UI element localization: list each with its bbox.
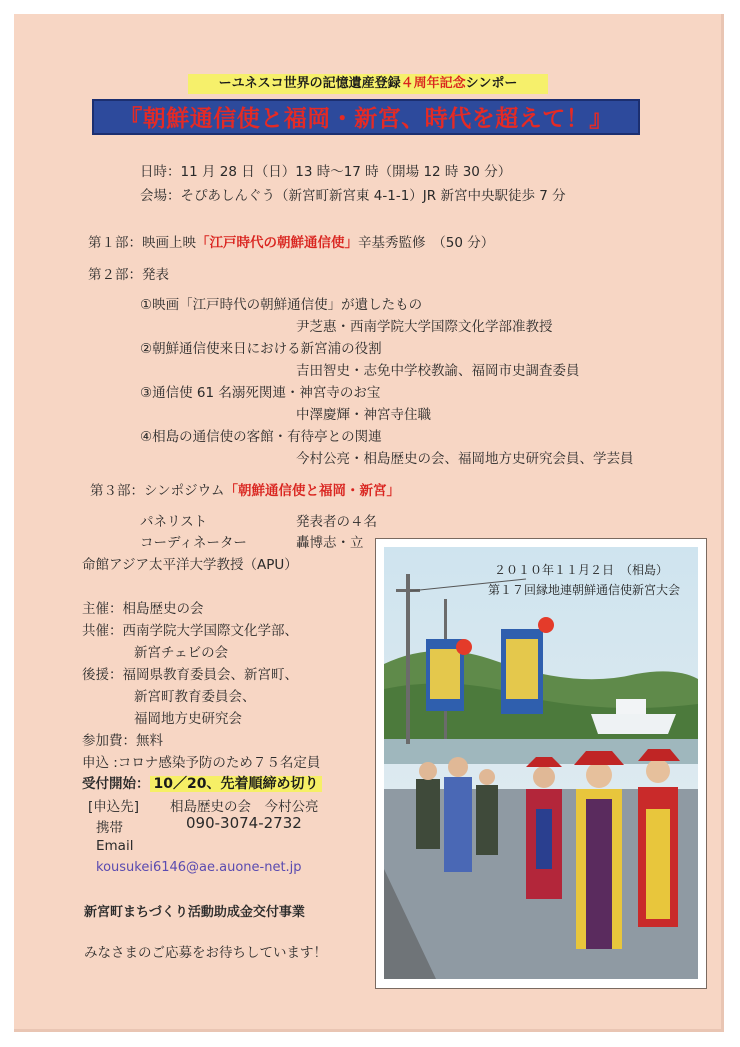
part1-line xyxy=(88,231,494,251)
closing-message: みなさまのご応募をお待ちしています！ xyxy=(84,945,327,961)
subtitle-post: シンポー xyxy=(465,76,518,91)
reception-line xyxy=(82,772,322,793)
presentation-speaker-4: 今村公亮・相島歴史の会、福岡地方史研究会員、学芸員 xyxy=(296,451,634,467)
event-photo xyxy=(375,538,707,989)
support-2: 新宮町教育委員会、 xyxy=(134,689,256,705)
reception-label: 受付開始： xyxy=(82,776,150,792)
part2-heading: 第２部：発表 xyxy=(88,267,169,283)
email-address[interactable]: kousukei6146@ae.auone-net.jp xyxy=(96,860,302,875)
contact-label: [申込先] xyxy=(88,799,140,815)
event-datetime: 日時：11 月 28 日（日）13 時〜17 時（開場 12 時 30 分） xyxy=(140,164,512,180)
part1-suffix: 辛基秀監修 （50 分） xyxy=(358,235,495,251)
mobile-number: 090-3074-2732 xyxy=(186,814,302,832)
part1-prefix: 第１部：映画上映 xyxy=(88,235,196,251)
presentation-speaker-3: 中澤慶輝・神宮寺住職 xyxy=(296,407,431,423)
subtitle-band xyxy=(188,74,548,94)
coordinator-label: コーディネーター xyxy=(140,535,247,551)
presentation-title-3: ③通信使 61 名溺死関連・神宮寺のお宝 xyxy=(140,385,381,401)
presentation-speaker-1: 尹芝惠・西南学院大学国際文化学部准教授 xyxy=(296,319,553,335)
apply-note: 申込 :コロナ感染予防のため７５名定員 xyxy=(82,755,321,771)
mobile-label: 携帯 xyxy=(96,820,123,836)
presentation-title-1: ①映画「江戸時代の朝鮮通信使」が遺したもの xyxy=(140,297,423,313)
part3-line xyxy=(90,479,400,499)
presentation-title-2: ②朝鮮通信使来日における新宮浦の役割 xyxy=(140,341,382,357)
cohost-2: 新宮チェビの会 xyxy=(134,645,229,661)
part3-prefix: 第３部：シンポジウム xyxy=(90,483,225,499)
coordinator-value: 轟博志・立 xyxy=(296,535,364,551)
support-3: 福岡地方史研究会 xyxy=(134,711,242,727)
reception-deadline: 10／20、先着順締め切り xyxy=(150,776,323,792)
email-label: Email xyxy=(96,838,134,854)
cohost-1: 共催：西南学院大学国際文化学部、 xyxy=(82,623,298,639)
presentation-title-4: ④相島の通信使の客館・有待亭との関連 xyxy=(140,429,382,445)
main-title: 『朝鮮通信使と福岡・新宮、時代を超えて！』 xyxy=(92,99,640,135)
subtitle-pre: ーユネスコ世界の記憶遺産登録 xyxy=(218,76,401,91)
photo-caption-event: 第１７回縁地連朝鮮通信使新宮大会 xyxy=(488,583,681,597)
support-1: 後援：福岡県教育委員会、新宮町、 xyxy=(82,667,298,683)
event-venue: 会場：そぴあしんぐう（新宮町新宮東 4-1-1）JR 新宮中央駅徒歩 7 分 xyxy=(140,188,566,204)
subtitle-highlight: ４周年記念 xyxy=(400,76,466,91)
procession-photo-art xyxy=(376,539,706,988)
part3-title: 「朝鮮通信使と福岡・新宮」 xyxy=(224,483,401,499)
part1-film-title: 「江戸時代の朝鮮通信使」 xyxy=(196,235,358,251)
photo-caption-date: ２０１０年１１月２日 （相島） xyxy=(494,563,669,577)
coordinator-affiliation: 命館アジア太平洋大学教授（APU） xyxy=(82,557,298,573)
fee: 参加費：無料 xyxy=(82,733,163,749)
subsidy-note: 新宮町まちづくり活動助成金交付事業 xyxy=(84,905,305,920)
panelist-value: 発表者の４名 xyxy=(296,514,377,530)
panelist-label: パネリスト xyxy=(140,514,208,530)
host: 主催：相島歴史の会 xyxy=(82,601,204,617)
presentation-speaker-2: 吉田智史・志免中学校教諭、福岡市史調査委員 xyxy=(296,363,580,379)
contact-value: 相島歴史の会 今村公亮 xyxy=(170,799,319,815)
